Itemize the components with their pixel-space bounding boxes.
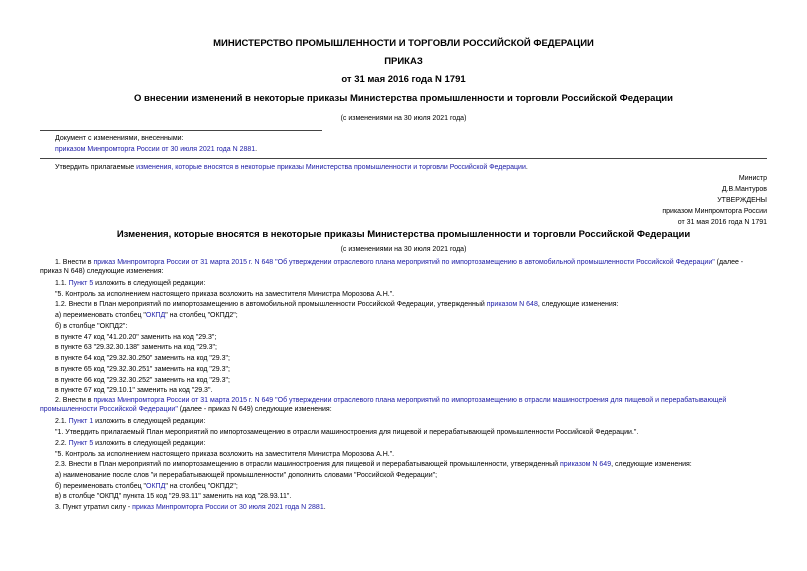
point-5-link[interactable]: Пункт 5 bbox=[68, 280, 94, 287]
approved-label: УТВЕРЖДЕНЫ bbox=[717, 197, 767, 204]
doc-date-number: от 31 мая 2016 года N 1791 bbox=[341, 74, 466, 85]
paragraph-1-2-b: б) в столбце "ОКПД2": bbox=[55, 323, 128, 330]
paragraph-2-3: 2.3. Внести в План мероприятий по импортозамещению в отрасли машиностроения для пищевой и перерабатывающей промышленности, утвержденный приказом N 649, следующие изменения: bbox=[55, 461, 692, 468]
point-5-link-2[interactable]: Пункт 5 bbox=[68, 440, 94, 447]
ministry-heading: МИНИСТЕРСТВО ПРОМЫШЛЕННОСТИ И ТОРГОВЛИ РОССИЙСКОЙ ФЕДЕРАЦИИ bbox=[213, 38, 594, 49]
changes-amended: (с изменениями на 30 июля 2021 года) bbox=[340, 246, 467, 253]
amending-order-link[interactable]: приказом Минпромторга России от 30 июля 2021 года N 2881 bbox=[55, 146, 256, 153]
list-item: в пункте 67 код "29.10.1" заменить на код "29.3". bbox=[55, 387, 213, 394]
okpd-link[interactable]: ОКПД bbox=[145, 312, 166, 319]
divider bbox=[40, 158, 767, 159]
okpd-link-2[interactable]: ОКПД bbox=[146, 483, 166, 490]
paragraph-2-2: 2.2. Пункт 5 изложить в следующей редакции: bbox=[55, 440, 206, 447]
paragraph-2-3-c: в) в столбце "ОКПД" пункта 15 код "29.93.11" заменить на код "28.93.11". bbox=[55, 493, 292, 500]
order-649-link[interactable]: приказ Минпромторга России от 31 марта 2015 г. N 649 "Об утверждении отраслевого плана мероприятий по импортозамещению в отрасли машиностроения для пищевой и перерабатывающей bbox=[93, 397, 727, 404]
repeal-order-link[interactable]: приказ Минпромторга России от 30 июля 2021 года N 2881 bbox=[132, 504, 324, 511]
amended-note: (с изменениями на 30 июля 2021 года) bbox=[340, 115, 467, 122]
paragraph-2-cont: промышленности Российской Федерации" (далее - приказ N 649) следующие изменения: bbox=[40, 406, 332, 413]
paragraph-3: 3. Пункт утратил силу - приказ Минпромторга России от 30 июля 2021 года N 2881. bbox=[55, 504, 326, 511]
list-item: в пункте 66 код "29.32.30.252" заменить на код "29.3"; bbox=[55, 377, 230, 384]
signature-post: Министр bbox=[738, 175, 767, 182]
approved-date: от 31 мая 2016 года N 1791 bbox=[677, 219, 767, 226]
order-649-short-link[interactable]: приказом N 649 bbox=[560, 461, 612, 468]
approved-by: приказом Минпромторга России bbox=[662, 208, 767, 215]
list-item: в пункте 47 код "41.20.20" заменить на код "29.3"; bbox=[55, 334, 217, 341]
doc-type: ПРИКАЗ bbox=[384, 56, 423, 67]
divider bbox=[40, 130, 322, 131]
list-item: в пункте 65 код "29.32.30.251" заменить на код "29.3"; bbox=[55, 366, 230, 373]
note-link-line: приказом Минпромторга России от 30 июля 2021 года N 2881. bbox=[55, 146, 258, 153]
paragraph-1-2-a: а) переименовать столбец "ОКПД" на столбец "ОКПД2"; bbox=[55, 312, 238, 319]
paragraph-2: 2. Внести в приказ Минпромторга России от 31 марта 2015 г. N 649 "Об утверждении отраслевого плана мероприятий по импортозамещению в отрасли машиностроения для пищевой и перерабатывающей bbox=[55, 397, 727, 404]
signature-name: Д.В.Мантуров bbox=[721, 186, 767, 193]
paragraph-2-1-quote: "1. Утвердить прилагаемый План мероприятий по импортозамещению в отрасли машиностроения для пищевой и перерабатывающей промышленности Российской Федерации.". bbox=[55, 429, 639, 436]
paragraph-1-2: 1.2. Внести в План мероприятий по импортозамещению в автомобильной промышленности Российской Федерации, утвержденный приказом N 648, следующие изменения: bbox=[55, 301, 619, 308]
order-649-link-cont[interactable]: промышленности Российской Федерации" bbox=[40, 406, 178, 413]
paragraph-2-2-quote: "5. Контроль за исполнением настоящего приказа возложить на заместителя Министра Морозова А.Н.". bbox=[55, 451, 395, 458]
approve-line: Утвердить прилагаемые изменения, которые вносятся в некоторые приказы Министерства промышленности и торговли Российской Федерации. bbox=[55, 164, 528, 171]
order-648-link[interactable]: приказ Минпромторга России от 31 марта 2015 г. N 648 "Об утверждении отраслевого плана мероприятий по импортозамещению в автомобильной промышленности Российской Федерации" bbox=[93, 259, 715, 266]
list-item: в пункте 63 "29.32.30.138" заменить на код "29.3"; bbox=[55, 344, 217, 351]
order-648-short-link[interactable]: приказом N 648 bbox=[486, 301, 538, 308]
paragraph-1-1: 1.1. Пункт 5 изложить в следующей редакции: bbox=[55, 280, 206, 287]
changes-link[interactable]: изменения, которые вносятся в некоторые приказы Министерства промышленности и торговли Российской Федерации bbox=[136, 164, 526, 171]
paragraph-1-1-quote: "5. Контроль за исполнением настоящего приказа возложить на заместителя Министра Морозова А.Н.". bbox=[55, 291, 395, 298]
point-1-link[interactable]: Пункт 1 bbox=[68, 418, 94, 425]
paragraph-2-1: 2.1. Пункт 1 изложить в следующей редакции: bbox=[55, 418, 206, 425]
list-item: в пункте 64 код "29.32.30.250" заменить на код "29.3"; bbox=[55, 355, 230, 362]
doc-title: О внесении изменений в некоторые приказы Министерства промышленности и торговли Российской Федерации bbox=[134, 93, 673, 104]
note-line: Документ с изменениями, внесенными: bbox=[55, 135, 184, 142]
paragraph-1-cont: приказ N 648) следующие изменения: bbox=[40, 268, 164, 275]
paragraph-2-3-a: а) наименование после слов "и перерабатывающей промышленности" дополнить словами "Российской Федерации"; bbox=[55, 472, 438, 479]
changes-title: Изменения, которые вносятся в некоторые приказы Министерства промышленности и торговли Российской Федерации bbox=[116, 229, 691, 240]
paragraph-1: 1. Внести в приказ Минпромторга России от 31 марта 2015 г. N 648 "Об утверждении отраслевого плана мероприятий по импортозамещению в автомобильной промышленности Российской Федерации" (далее - bbox=[55, 259, 744, 266]
paragraph-2-3-b: б) переименовать столбец "ОКПД" на столбец "ОКПД2"; bbox=[55, 483, 238, 490]
